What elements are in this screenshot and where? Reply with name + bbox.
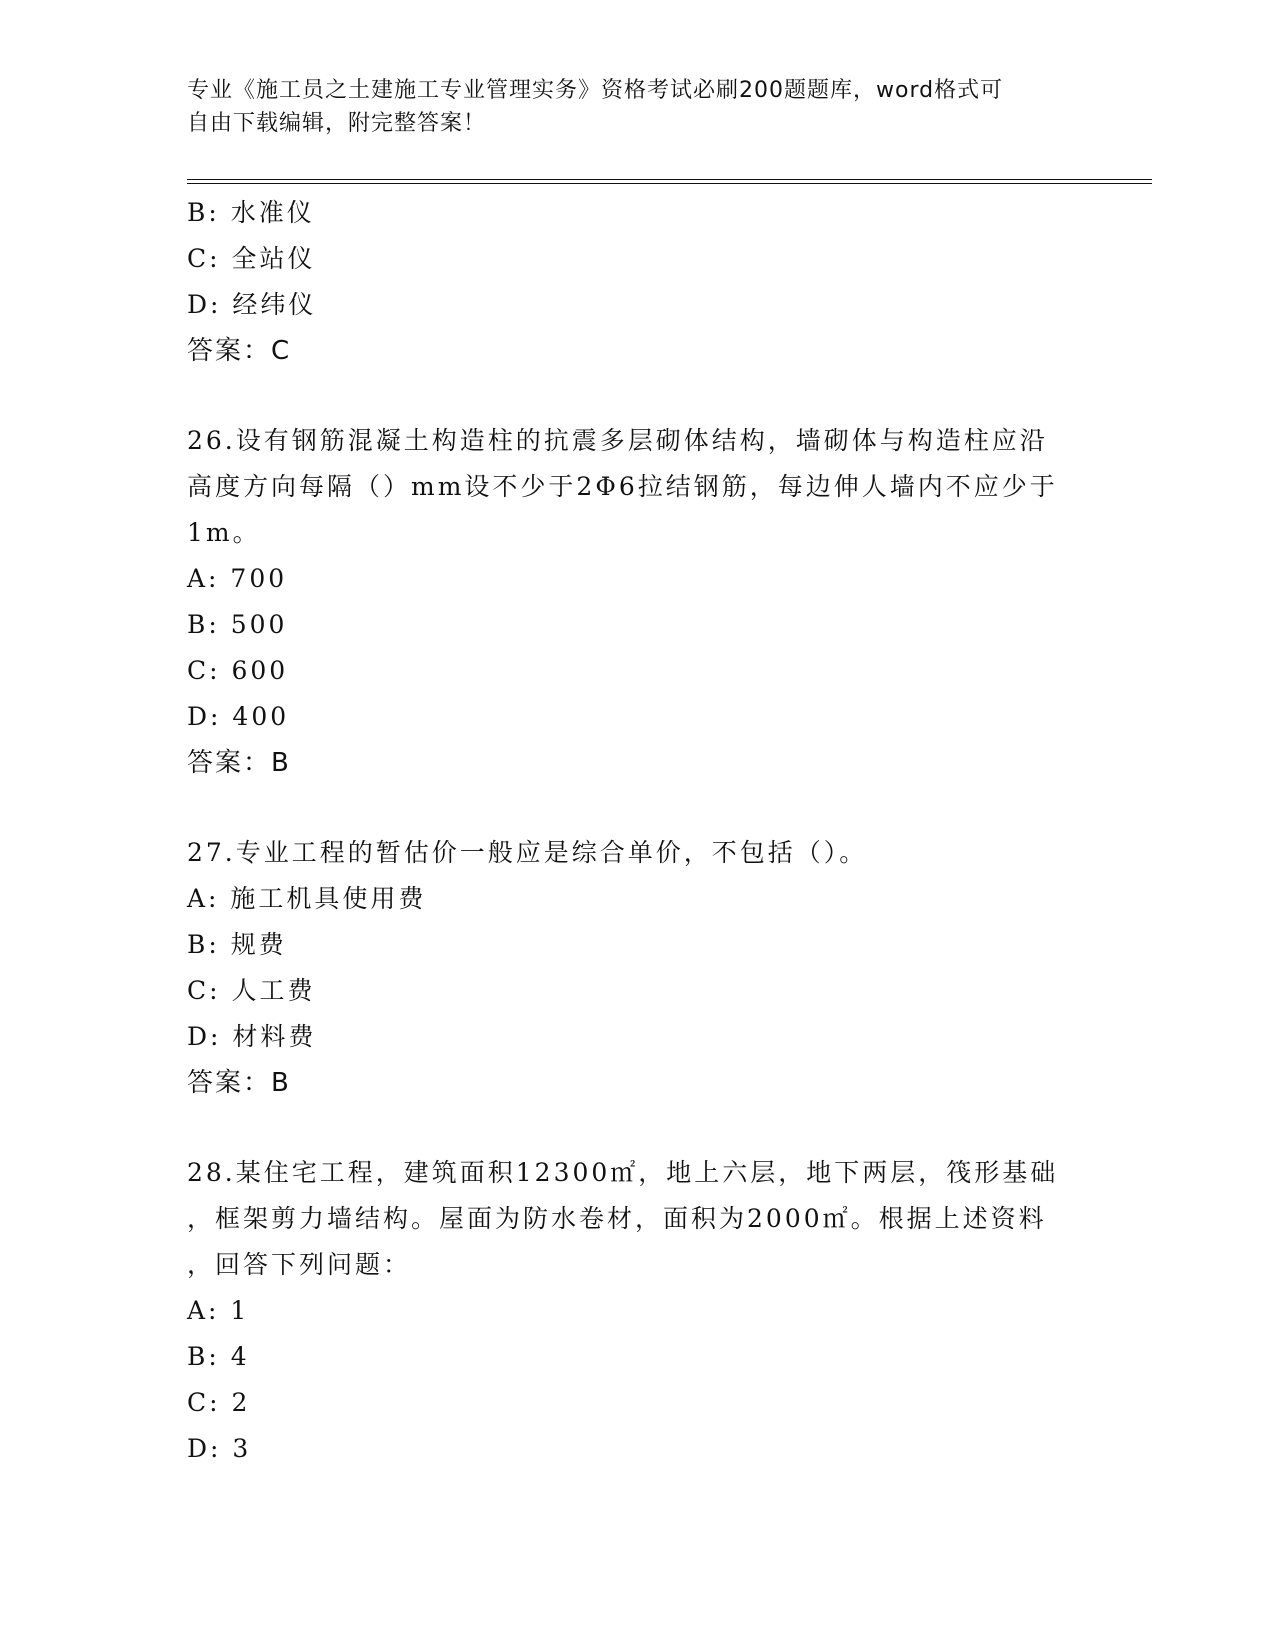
- option-c: C: 全站仪: [187, 244, 316, 273]
- option-b: B: 4: [187, 1342, 250, 1371]
- page-header: [187, 74, 1067, 140]
- spacer: [187, 374, 1087, 418]
- answer-line: 答案：B: [187, 748, 291, 778]
- option-d: D: 400: [187, 702, 290, 731]
- spacer: [187, 1106, 1087, 1150]
- header-line-2: 自由下载编辑，附完整答案！: [187, 111, 487, 136]
- question-stem-line: 1m。: [187, 518, 261, 547]
- header-line-1: 专业《施工员之土建施工专业管理实务》资格考试必刷200题题库，word格式可: [187, 78, 1004, 103]
- question-content: [187, 190, 1087, 1472]
- question-stem-line: 27.专业工程的暂估价一般应是综合单价，不包括（）。: [187, 838, 868, 867]
- question-stem-line: 高度方向每隔（）mm设不少于2Φ6拉结钢筋，每边伸人墙内不应少于: [187, 472, 1058, 501]
- question-27: [187, 830, 1087, 1106]
- answer-line: 答案：C: [187, 336, 292, 366]
- option-d: D: 材料费: [187, 1022, 317, 1051]
- question-stem-line: 28.某住宅工程，建筑面积12300㎡，地上六层，地下两层，筏形基础: [187, 1158, 1059, 1187]
- option-b: B: 水准仪: [187, 198, 315, 227]
- spacer: [187, 786, 1087, 830]
- header-divider-top: [187, 179, 1152, 180]
- option-d: D: 3: [187, 1434, 252, 1463]
- option-b: B: 500: [187, 610, 288, 639]
- question-stem-line: ，框架剪力墙结构。屋面为防水卷材，面积为2000㎡。根据上述资料: [187, 1204, 1047, 1233]
- option-c: C: 600: [187, 656, 289, 685]
- option-d: D: 经纬仪: [187, 290, 317, 319]
- option-c: C: 人工费: [187, 976, 316, 1005]
- header-divider-bottom: [187, 183, 1152, 184]
- question-28: [187, 1150, 1087, 1472]
- question-stem-line: 26.设有钢筋混凝土构造柱的抗震多层砌体结构，墙砌体与构造柱应沿: [187, 426, 1048, 455]
- option-c: C: 2: [187, 1388, 251, 1417]
- question-stem-line: ，回答下列问题：: [187, 1250, 412, 1279]
- question-25: [187, 190, 1087, 374]
- option-a: A: 1: [187, 1296, 250, 1325]
- option-a: A: 700: [187, 564, 288, 593]
- question-26: [187, 418, 1087, 786]
- answer-line: 答案：B: [187, 1068, 291, 1098]
- option-b: B: 规费: [187, 930, 287, 959]
- option-a: A: 施工机具使用费: [187, 884, 427, 913]
